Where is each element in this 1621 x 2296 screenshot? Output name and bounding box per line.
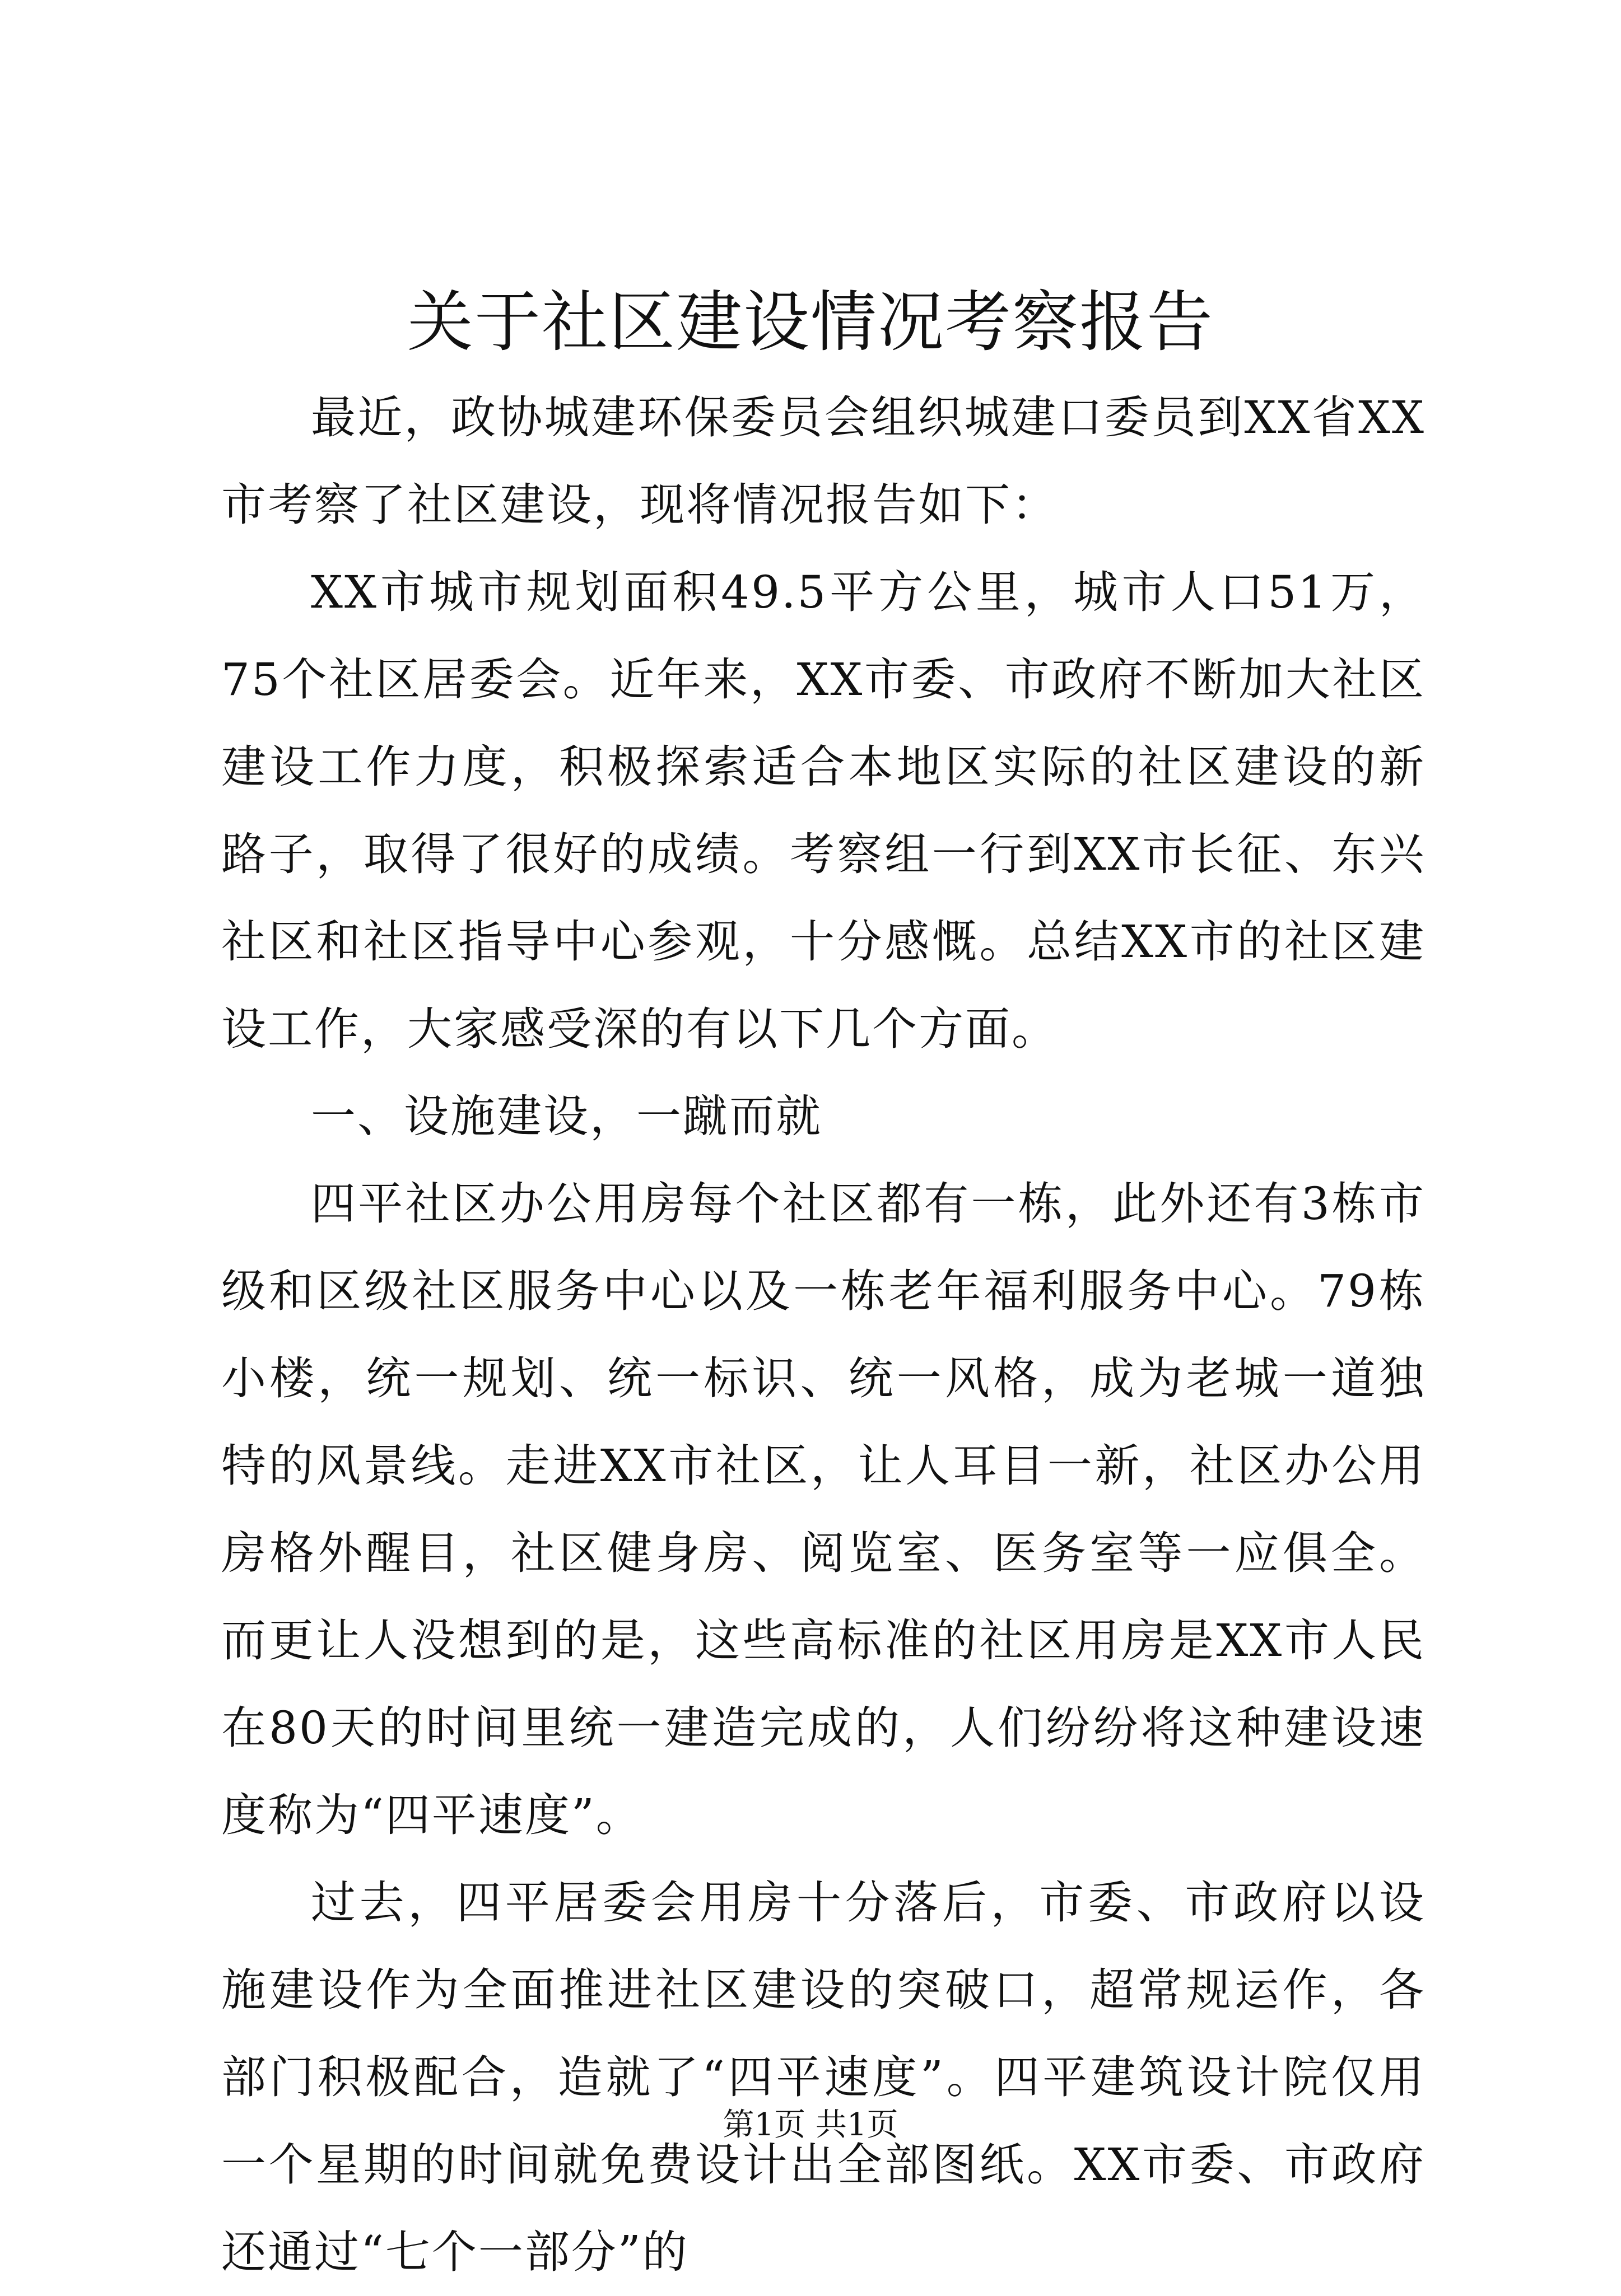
section-heading-facilities: 一、设施建设，一蹴而就 (311, 1090, 822, 1142)
paragraph-intro: 最近，政协城建环保委员会组织城建口委员到XX省XX市考察了社区建设，现将情况报告如下： (221, 391, 1426, 531)
paragraph-facilities: 四平社区办公用房每个社区都有一栋，此外还有3栋市级和区级社区服务中心以及一栋老年福利服务中心。79栋小楼，统一规划、统一标识、统一风格，成为老城一道独特的风景线。走进XX市社区，让人耳目一新，社区办公用房格外醒目，社区健身房、阅览室、医务室等一应俱全。而更让人没想到的是，这些高标准的社区用房是XX市人民在80天的时间里统一建造完成的，人们纷纷将这种建设速度称为“四平速度”。 (221, 1178, 1426, 1841)
paragraph-history: 过去，四平居委会用房十分落后，市委、市政府以设施建设作为全面推进社区建设的突破口，超常规运作，各部门积极配合，造就了“四平速度”。四平建筑设计院仅用一个星期的时间就免费设计出全部图纸。XX市委、市政府还通过“七个一部分”的 (221, 1877, 1426, 2278)
page-footer: 第1页 共1页 (723, 2107, 898, 2143)
document-body (221, 374, 1426, 2296)
paragraph-city-overview: XX市城市规划面积49.5平方公里，城市人口51万，75个社区居委会。近年来，XX市委、市政府不断加大社区建设工作力度，积极探索适合本地区实际的社区建设的新路子，取得了很好的成绩。考察组一行到XX市长征、东兴社区和社区指导中心参观，十分感慨。总结XX市的社区建设工作，大家感受深的有以下几个方面。 (221, 566, 1426, 1055)
document-title: 关于社区建设情况考察报告 (407, 283, 1214, 361)
